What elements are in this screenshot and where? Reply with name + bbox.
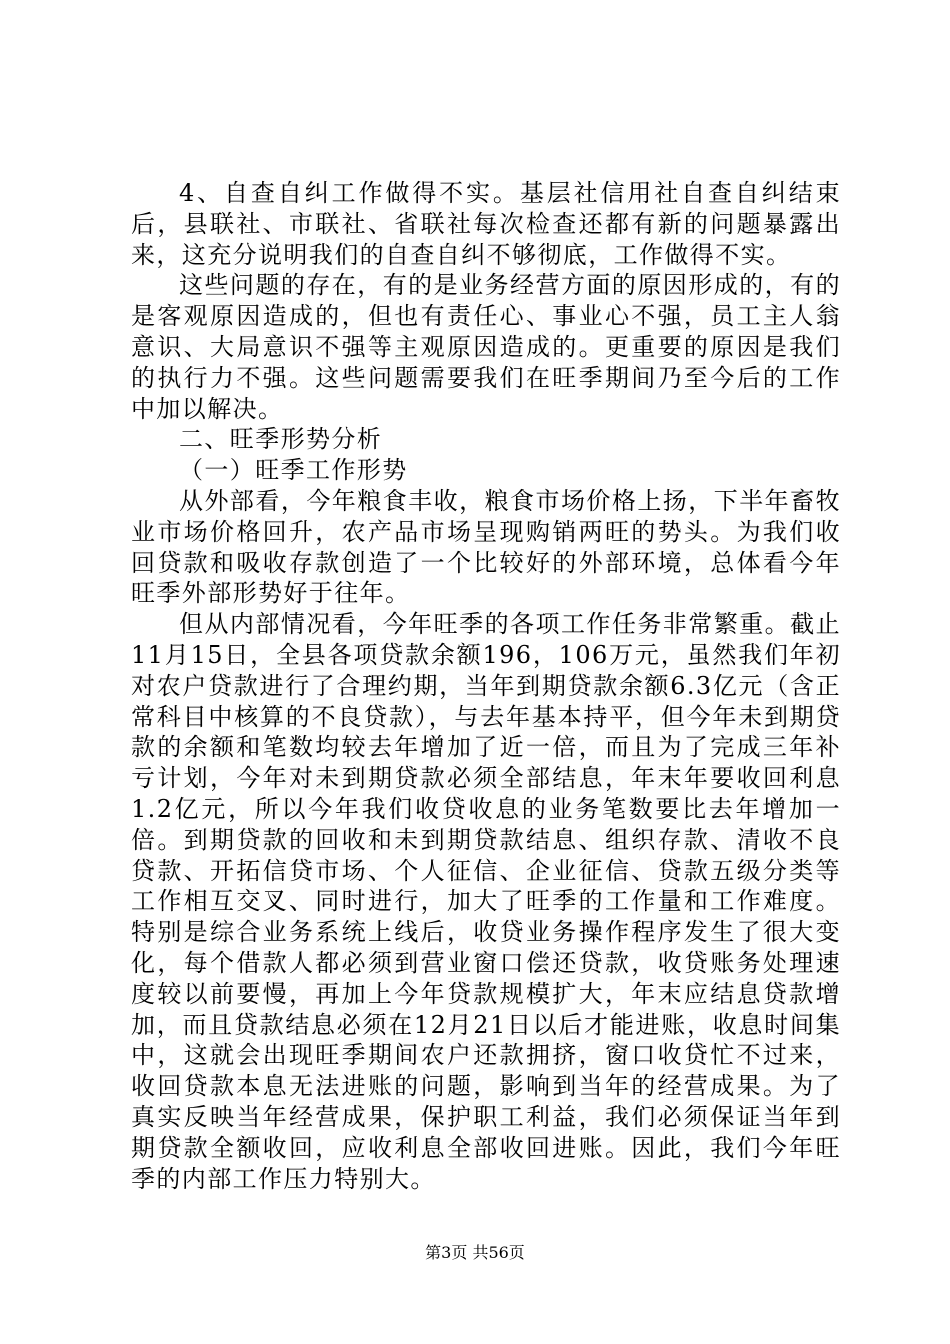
subsection-heading-peak-season-situation: （一）旺季工作形势 — [179, 456, 408, 485]
document-body — [131, 178, 841, 1194]
paragraph-self-inspection: 4、自查自纠工作做得不实。基层社信用社自查自纠结束后，县联社、市联社、省联社每次检查还都有新的问题暴露出来，这充分说明我们的自查自纠不够彻底，工作做得不实。 — [131, 179, 841, 269]
page-number-footer: 第3页 共56页 — [425, 1243, 525, 1262]
paragraph-internal-situation: 但从内部情况看，今年旺季的各项工作任务非常繁重。截止11月15日，全县各项贷款余额196，106万元，虽然我们年初对农户贷款进行了合理约期，当年到期贷款余额6.3亿元（含正常科目中核算的不良贷款），与去年基本持平，但今年未到期贷款的余额和笔数均较去年增加了近一倍，而且为了完成三年补亏计划，今年对未到期贷款必须全部结息，年末年要收回利息1.2亿元，所以今年我们收贷收息的业务笔数要比去年增加一倍。到期贷款的回收和未到期贷款结息、组织存款、清收不良贷款、开拓信贷市场、个人征信、企业征信、贷款五级分类等工作相互交叉、同时进行，加大了旺季的工作量和工作难度。特别是综合业务系统上线后，收贷业务操作程序发生了很大变化，每个借款人都必须到营业窗口偿还贷款，收贷账务处理速度较以前要慢，再加上今年贷款规模扩大，年末应结息贷款增加，而且贷款结息必须在12月21日以后才能进账，收息时间集中，这就会出现旺季期间农户还款拥挤，窗口收贷忙不过来，收回贷款本息无法进账的问题，影响到当年的经营成果。为了真实反映当年经营成果，保护职工利益，我们必须保证当年到期贷款全额收回，应收利息全部收回进账。因此，我们今年旺季的内部工作压力特别大。 — [131, 610, 841, 1193]
section-heading-peak-season-analysis: 二、旺季形势分析 — [179, 425, 383, 454]
paragraph-problem-causes: 这些问题的存在，有的是业务经营方面的原因形成的，有的是客观原因造成的，但也有责任心、事业心不强，员工主人翁意识、大局意识不强等主观原因造成的。更重要的原因是我们的执行力不强。这些问题需要我们在旺季期间乃至今后的工作中加以解决。 — [131, 271, 841, 423]
paragraph-external-situation: 从外部看，今年粮食丰收，粮食市场价格上扬，下半年畜牧业市场价格回升，农产品市场呈现购销两旺的势头。为我们收回贷款和吸收存款创造了一个比较好的外部环境，总体看今年旺季外部形势好于往年。 — [131, 486, 841, 608]
